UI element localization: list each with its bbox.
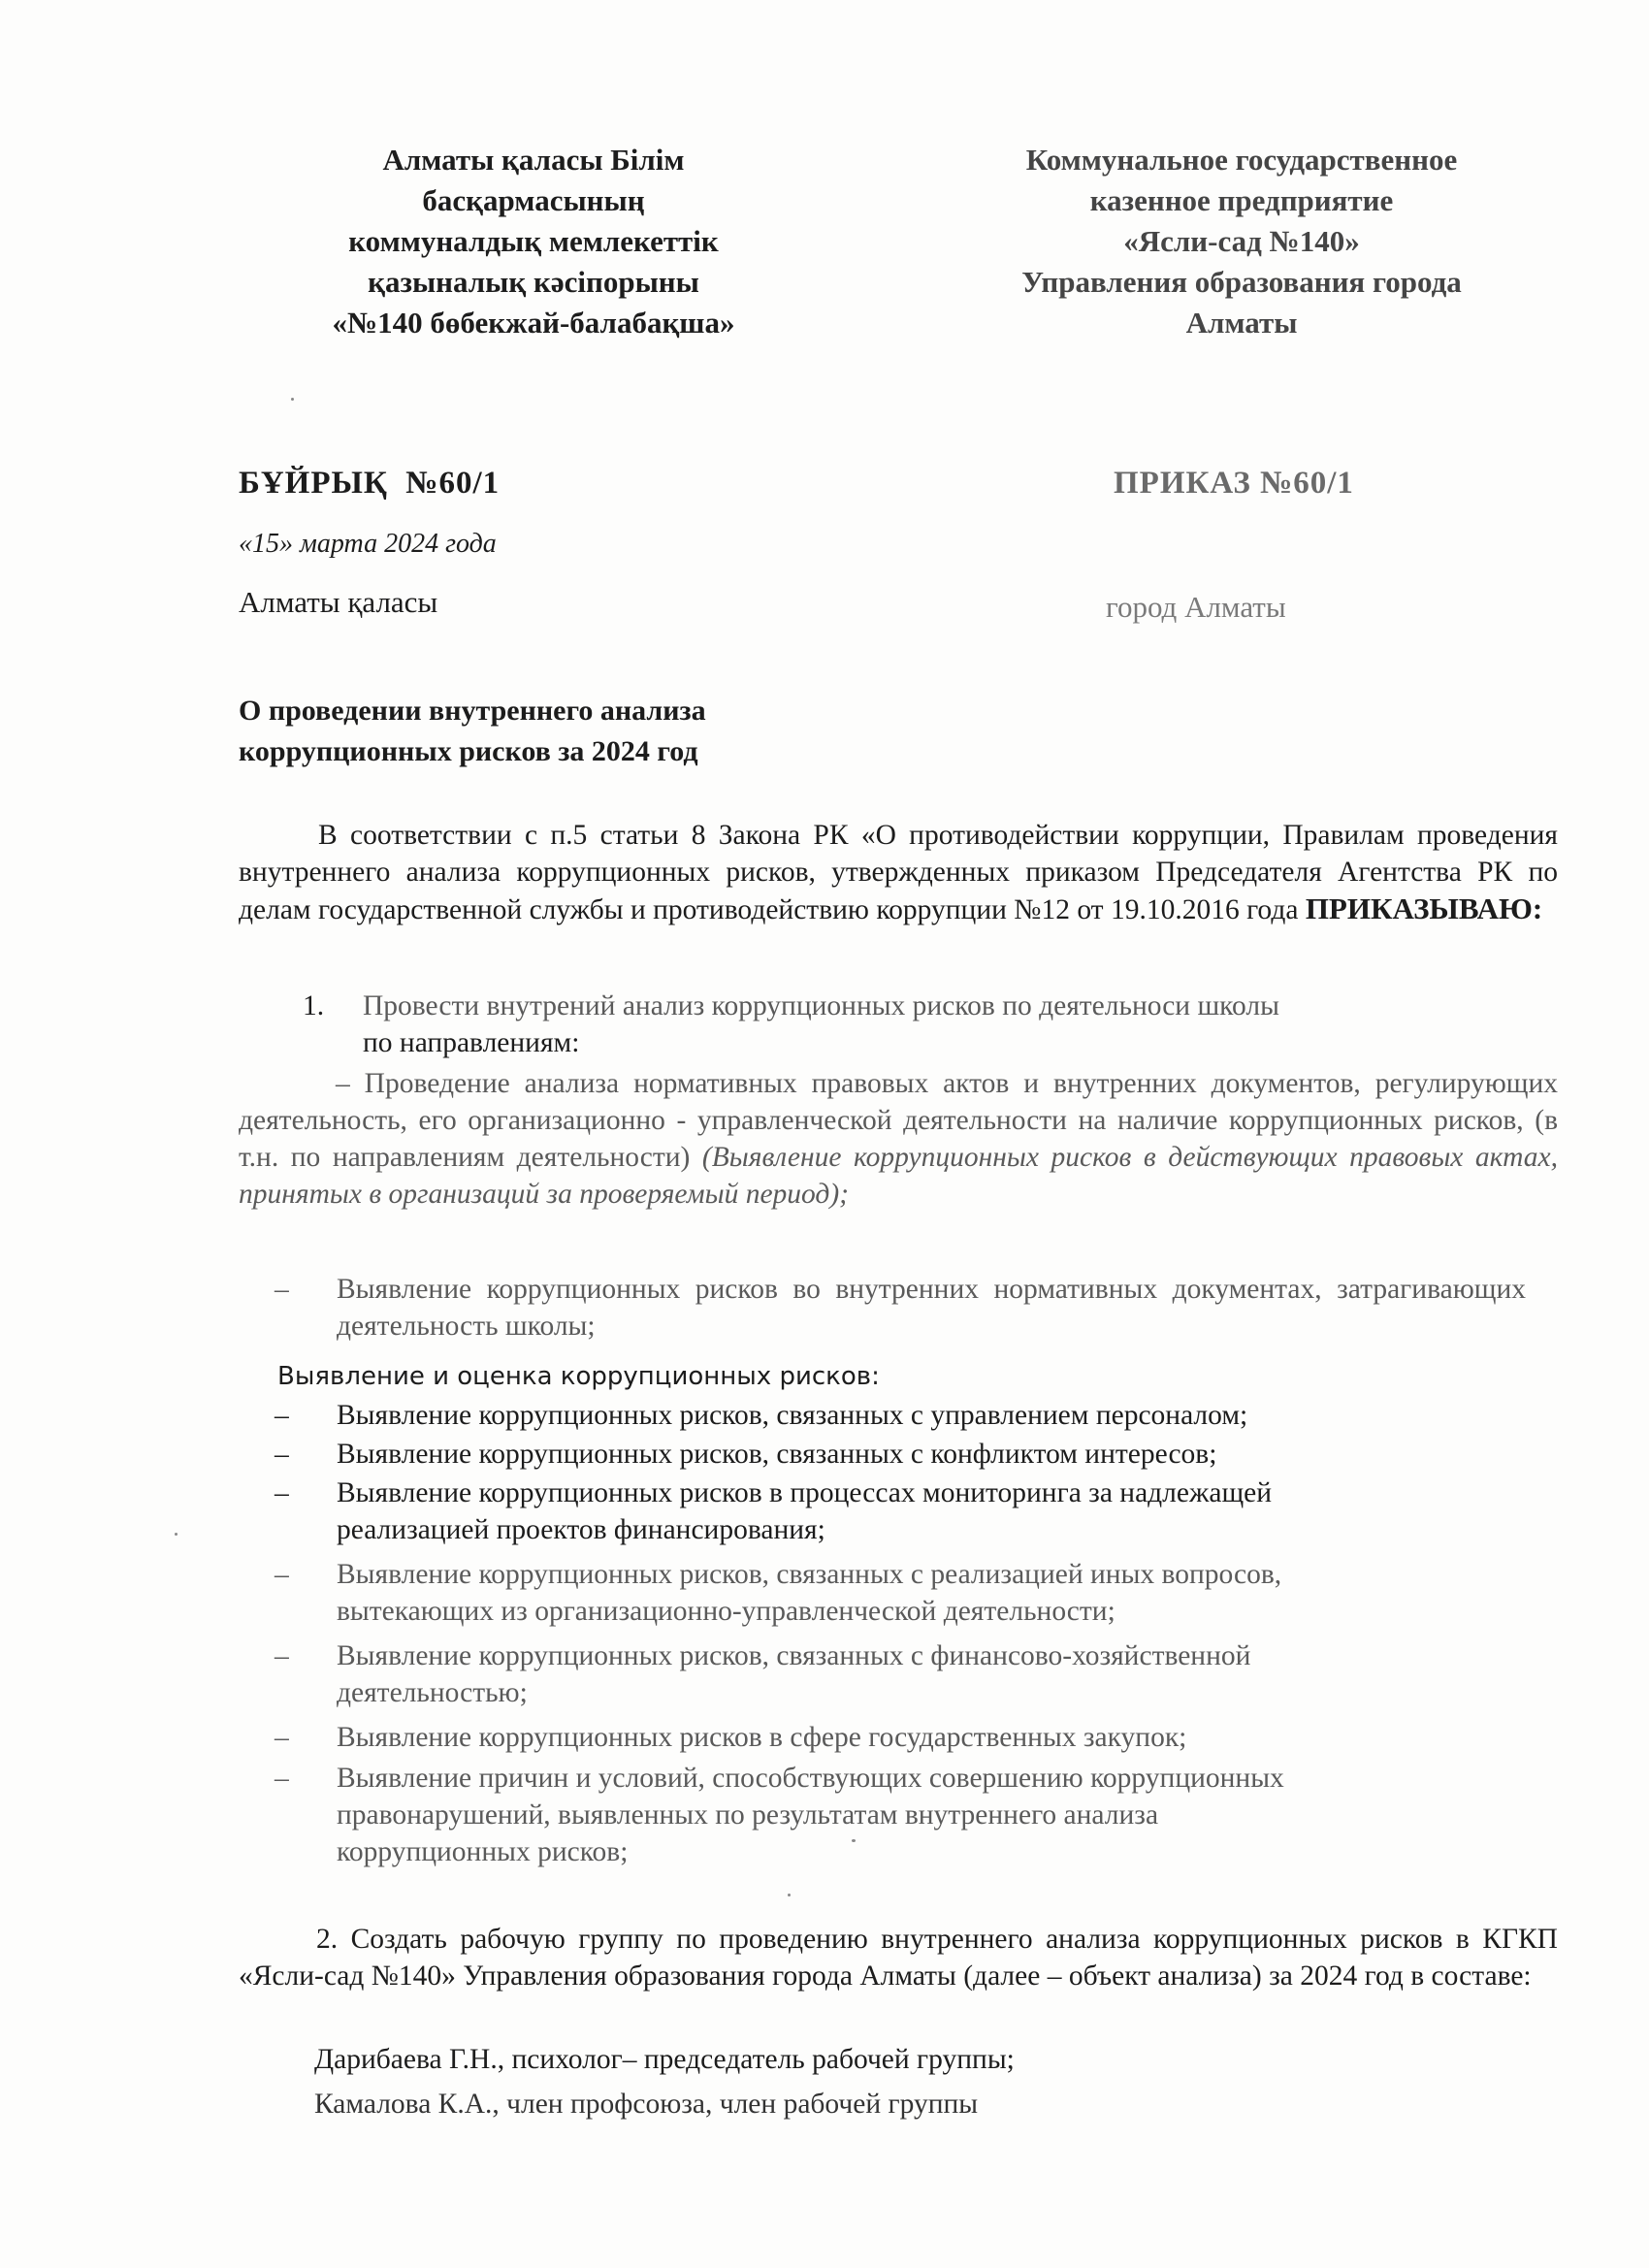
- header-ru: [936, 140, 1547, 343]
- header-kz-line: Алматы қаласы Білім: [382, 143, 685, 177]
- header-kz-line: басқармасының: [422, 183, 645, 217]
- order-title-ru: ПРИКАЗ №60/1: [1114, 466, 1354, 501]
- order-subject: [239, 691, 706, 772]
- item2-paragraph: 2. Создать рабочую группу по проведению внутреннего анализа коррупционных рисков в КГКП «Ясли-сад №140» Управления образования города Алматы (далее – объект анализа) за 2024 год в составе:: [239, 1924, 1558, 1992]
- item1-number: 1.: [303, 990, 325, 1021]
- list-dash: –: [275, 1763, 289, 1794]
- list-item-text: Выявление коррупционных рисков в сфере государственных закупок;: [337, 1722, 1187, 1753]
- city-ru: город Алматы: [1106, 590, 1286, 624]
- scan-speck: [175, 1533, 178, 1536]
- list-item: [275, 1760, 1526, 1870]
- list-dash: –: [275, 1640, 289, 1671]
- list-item: [275, 1556, 1526, 1630]
- list-item: [275, 1436, 1526, 1473]
- scan-speck: [788, 1894, 791, 1896]
- list-dash: –: [275, 1477, 289, 1508]
- header-ru-line: «Ясли-сад №140»: [1123, 224, 1360, 258]
- list-item: [275, 1474, 1526, 1548]
- list-item-text: Выявление коррупционных рисков, связанных с конфликтом интересов;: [337, 1439, 1217, 1470]
- list-item-text: Выявление коррупционных рисков, связанных с управлением персоналом;: [337, 1400, 1248, 1431]
- list-item-text: Выявление причин и условий, способствующих совершению коррупционных правонарушений, выявленных по результатам внутреннего анализа коррупционных рисков;: [337, 1763, 1284, 1867]
- list-item: [275, 1637, 1526, 1711]
- list-dash: –: [275, 1722, 289, 1753]
- scan-speck: [852, 1839, 856, 1842]
- list-item-text: Выявление коррупционных рисков, связанных с финансово-хозяйственной деятельностью;: [337, 1640, 1251, 1708]
- list-item-text: Выявление коррупционных рисков в процессах мониторинга за надлежащей реализацией проектов финансирования;: [337, 1477, 1273, 1545]
- header-ru-line: Управления образования города: [1021, 265, 1462, 299]
- item1-sub-paragraph: [239, 1065, 1558, 1213]
- list-dash: –: [275, 1439, 289, 1470]
- header-kz-line: коммуналдық мемлекеттік: [348, 224, 719, 258]
- preamble-command: ПРИКАЗЫВАЮ:: [1305, 891, 1543, 925]
- item1-sub-regular: – Проведение анализа нормативных правовых актов и внутренних документов, регулирующих деятельность, его организационно - управленческой деятельности на наличие коррупционных рисков, (в т.н. по направлениям деятельности): [239, 1068, 1558, 1173]
- order-date: «15» марта 2024 года: [239, 529, 497, 559]
- subject-line: О проведении внутреннего анализа: [239, 695, 706, 727]
- list-item: [275, 1397, 1526, 1434]
- section-heading: Выявление и оценка коррупционных рисков:: [277, 1362, 880, 1391]
- list-item: [275, 1719, 1526, 1756]
- list-item-text: Выявление коррупционных рисков во внутренних нормативных документах, затрагивающих деятельность школы;: [337, 1274, 1526, 1342]
- header-kz-line: «№140 бөбекжай-балабақша»: [332, 306, 735, 340]
- list-dash: –: [275, 1559, 289, 1590]
- list-item: [275, 1271, 1526, 1345]
- list-dash: –: [275, 1274, 289, 1305]
- city-kz: Алматы қаласы: [239, 585, 438, 619]
- member-line: Камалова К.А., член профсоюза, член рабочей группы: [314, 2089, 979, 2120]
- item1-line2: по направлениям:: [363, 1027, 580, 1058]
- subject-line: коррупционных рисков за 2024 год: [239, 735, 698, 767]
- list-dash: –: [275, 1400, 289, 1431]
- header-ru-line: Алматы: [1185, 306, 1298, 340]
- scan-speck: [291, 398, 294, 401]
- item1-sub-italic: (Выявление коррупционных рисков в действующих правовых актах, принятых в организаций за проверяемый период);: [239, 1142, 1558, 1210]
- member-line: Дарибаева Г.Н., психолог– председатель рабочей группы;: [314, 2044, 1015, 2075]
- header-kz-line: қазыналық кәсіпорыны: [368, 265, 699, 299]
- order-title-kz: БҰЙРЫҚ №60/1: [239, 466, 501, 501]
- list-item-text: Выявление коррупционных рисков, связанных с реализацией иных вопросов, вытекающих из организационно-управленческой деятельности;: [337, 1559, 1282, 1627]
- preamble: [239, 817, 1558, 928]
- item1-line1: Провести внутрений анализ коррупционных рисков по деятельноси школы: [363, 990, 1279, 1021]
- header-ru-line: казенное предприятие: [1089, 183, 1394, 217]
- preamble-text: В соответствии с п.5 статьи 8 Закона РК «О противодействии коррупции, Правилам проведения внутреннего анализа коррупционных рисков, утвержденных приказом Председателя Агентства РК по делам государственной службы и противодействию коррупции №12 от 19.10.2016 года: [239, 820, 1558, 925]
- header-ru-line: Коммунальное государственное: [1025, 143, 1458, 177]
- header-kz: [242, 140, 824, 343]
